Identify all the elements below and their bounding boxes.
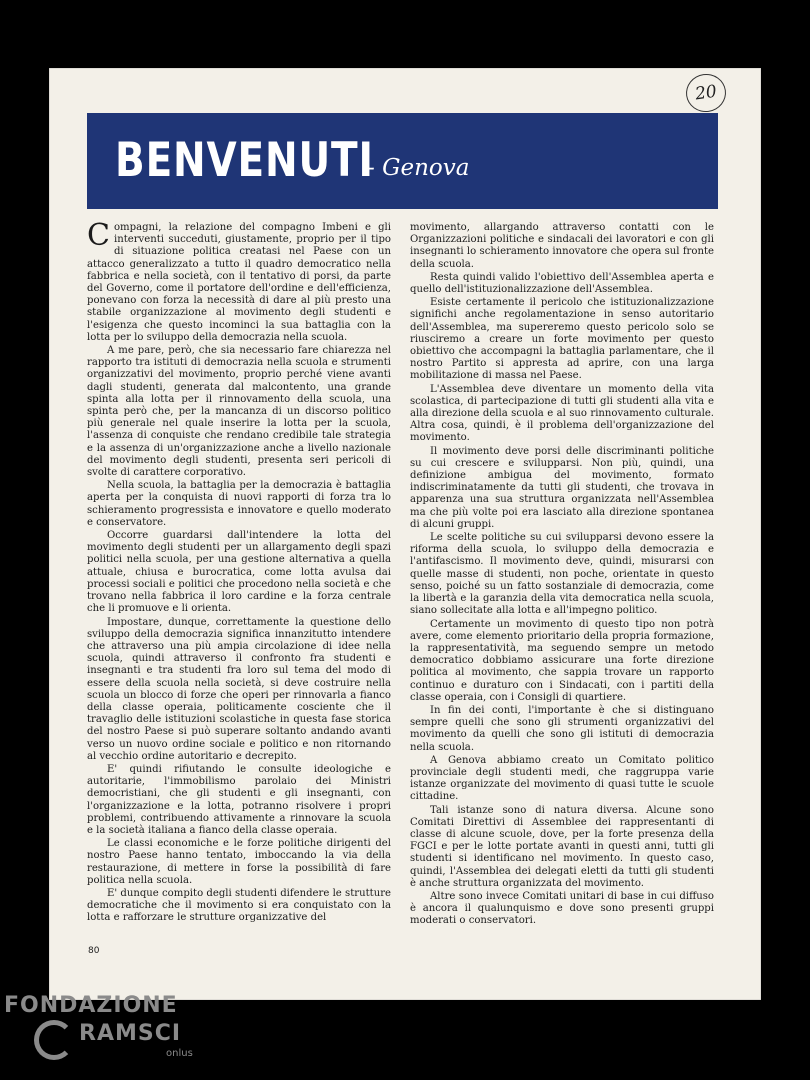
paragraph: E' quindi rifiutando le consulte ideologiche e autoritarie, l'immobilismo parolaio dei Ministri democristiani, che gli studenti e gli insegnanti, con l'organizzazione e la lotta, potranno risolvere i propri problemi, contribuendo attivamente a rinnovare la scuola e la società italiana a fianco della classe operaia. [87,763,391,836]
paragraph: Esiste certamente il pericolo che istituzionalizzazione significhi anche regolamentazione in senso autoritario dell'Assemblea, ma supereremo questo pericolo solo se riusciremo a creare un forte movimento per questo obiettivo che accompagni la battaglia parlamentare, che il nostro Partito si appresta ad aprire, con una larga mobilitazione di massa nel Paese. [410,297,714,382]
paragraph: Occorre guardarsi dall'intendere la lotta del movimento degli studenti per un allargamento degli spazi politici nella scuola, per una gestione alternativa a quella attuale, chiusa e burocratica, come lotta avulsa dai processi sociali e politici che procedono nella società e che trovano nella fabbrica il loro cardine e la forza centrale che li promuove e li orienta. [87,530,391,615]
paragraph: E' dunque compito degli studenti difendere le strutture democratiche che il movimento si era conquistato con la lotta e rafforzare le strutture organizzative del [87,887,391,924]
paragraph: In fin dei conti, l'importante è che si distinguano sempre quelli che sono gli strumenti organizzativi del movimento da quelli che sono gli istituti di democrazia nella scuola. [410,704,714,753]
article-column-right [410,222,714,929]
page-subtitle: - Genova [367,155,470,181]
page-title: BENVENUTI [115,133,374,188]
paragraph: Resta quindi valido l'obiettivo dell'Assemblea aperta e quello dell'istituzionalizzazione dell'Assemblea. [410,271,714,296]
paragraph: Compagni, la relazione del compagno Imbeni e gli interventi succeduti, giustamente, proprio per il tipo di situazione politica creatasi nel Paese con un attacco generalizzato a tutto il quadro democratico nella fabbrica e nella società, con il tentativo di porsi, da parte del Governo, come il portatore dell'ordine e dell'efficienza, ponevano con forza la necessità di dare al più presto una stabile organizzazione al movimento degli studenti e l'esigenza che questo incominci la sua battaglia con la lotta per lo sviluppo della democrazia nella scuola. [87,218,391,343]
page-stamp: 20 [684,71,729,114]
paragraph: Altre sono invece Comitati unitari di base in cui diffuso è ancora il qualunquismo e dove sono presenti gruppi moderati o conservatori. [410,890,714,927]
paragraph: Il movimento deve porsi delle discriminanti politiche su cui crescere e svilupparsi. Non più, quindi, una definizione ambigua del movimento, formato indiscriminatamente da tutti gli studenti, che trovava in apparenza una sua struttura organizzata nell'Assemblea ma che più volte poi era lasciato alla direzione spontanea di alcuni gruppi. [410,445,714,530]
gramsci-g-logo-icon [34,1020,74,1060]
paragraph: Tali istanze sono di natura diversa. Alcune sono Comitati Direttivi di Assemblee dei rappresentanti di classe di alcune scuole, dove, per la forte presenza della FGCI e per le lotte portate avanti in questi anni, tutti gli studenti si identificano nel movimento. In questo caso, quindi, l'Assemblea dei delegati eletti da tutti gli studenti è anche struttura organizzata del movimento. [410,804,714,889]
watermark-line-1: FONDAZIONE [4,993,178,1018]
paragraph: Nella scuola, la battaglia per la democrazia è battaglia aperta per la conquista di nuovi rapporti di forza tra lo schieramento progressista e innovatore e quello moderato e conservatore. [87,480,391,528]
paragraph: A Genova abbiamo creato un Comitato politico provinciale degli studenti medi, che raggruppa varie istanze organizzate del movimento di quasi tutte le scuole cittadine. [410,754,714,803]
page-number: 80 [88,946,100,956]
dropcap: C [87,218,110,253]
paragraph: movimento, allargando attraverso contatti con le Organizzazioni politiche e sindacali dei lavoratori e con gli insegnanti lo schieramento innovatore che opera sul fronte della scuola. [410,222,714,270]
paragraph: Le classi economiche e le forze politiche dirigenti del nostro Paese hanno tentato, imboccando la via della restaurazione, di mettere in forse la possibilità di fare politica nella scuola. [87,838,391,886]
paragraph: Impostare, dunque, correttamente la questione dello sviluppo della democrazia significa innanzitutto intendere che attraverso una più ampia circolazione di idee nella scuola, quindi attraverso il confronto fra studenti e insegnanti e tra studenti fra loro sul tema del modo di essere della scuola nella società, si deve costruire nella scuola un blocco di forze che operi per rinnovarla a fianco della classe operaia, politicamente cosciente che il travaglio delle istituzioni scolastiche in questa fase storica del nostro Paese si può superare soltanto andando avanti verso un nuovo ordine sociale e politico e non ritornando al vecchio ordine autoritario e decrepito. [87,616,391,762]
paragraph: A me pare, però, che sia necessario fare chiarezza nel rapporto tra istituti di democrazia nella scuola e strumenti organizzativi del movimento, proprio perché viene avanti dagli studenti, generata dal malcontento, una grande spinta alla lotta per il rinnovamento della scuola, una spinta però che, per la mancanza di un discorso politico più generale nel quale inserire la lotta per la scuola, l'assenza di conquiste che rendano credibile tale strategia e la assenza di un'organizzazione anche a livello nazionale del movimento degli studenti, presenta seri pericoli di svolte di carattere corporativo. [87,345,391,479]
title-banner [87,113,718,209]
paragraph: Le scelte politiche su cui svilupparsi devono essere la riforma della scuola, lo sviluppo della democrazia e l'antifascismo. Il movimento deve, quindi, misurarsi con quelle masse di studenti, non poche, orientate in questo senso, poiché su un fatto sostanziale di democrazia, come la libertà e la garanzia della vita democratica nella scuola, siano sollecitate alla lotta e all'impegno politico. [410,532,714,617]
watermark-line-2: RAMSCI [79,1021,182,1046]
watermark-line-3: onlus [166,1048,193,1059]
paragraph: L'Assemblea deve diventare un momento della vita scolastica, di partecipazione di tutti gli studenti alla vita e alla direzione della scuola e al suo rinnovamento culturale. Altra cosa, quindi, è il problema dell'organizzazione del movimento. [410,383,714,444]
paragraph: Certamente un movimento di questo tipo non potrà avere, come elemento prioritario della propria formazione, la rappresentatività, ma seguendo sempre un metodo democratico dobbiamo assicurare una forte direzione politica al movimento, che sappia trovare un rapporto continuo e duraturo con i Sindacati, con i partiti della classe operaia, con i Consigli di quartiere. [410,618,714,703]
article-column-left [87,218,391,926]
